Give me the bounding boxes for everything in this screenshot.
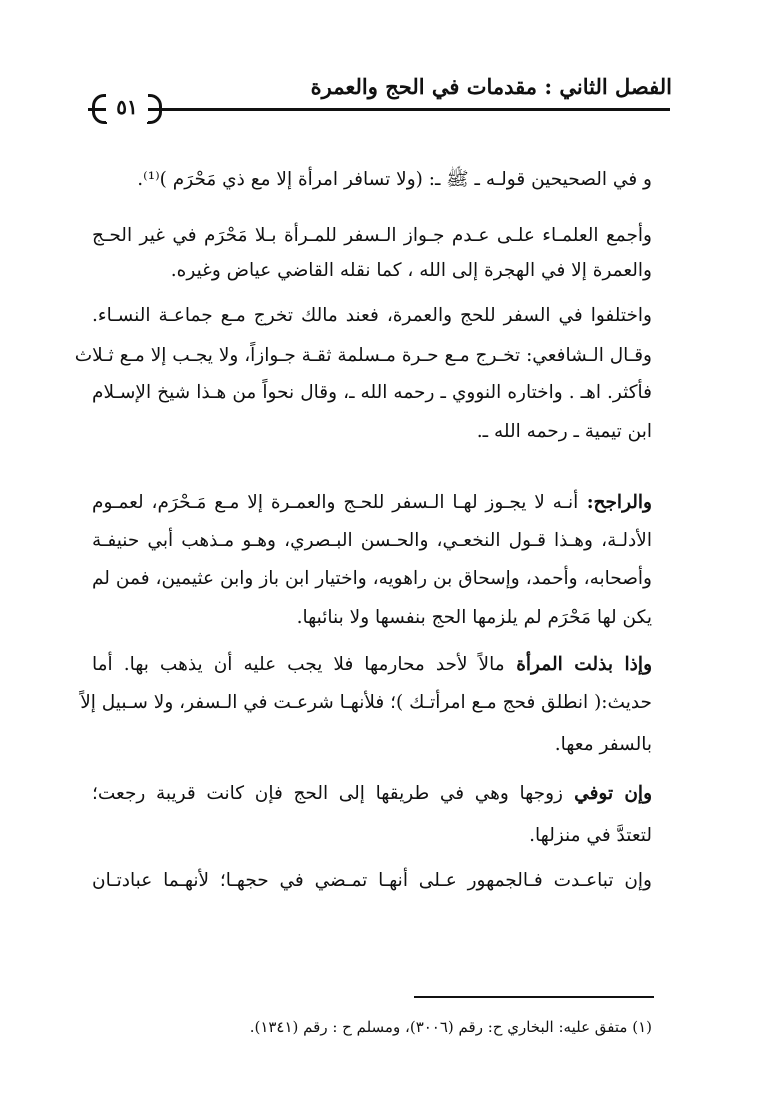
- body-line-15: [92, 780, 652, 808]
- body-line-11: يكن لها مَحْرَم لم يلزمها الحج بنفسها ولا بنائبها.: [296, 607, 652, 628]
- body-line-2: وأجمع العلمـاء علـى عـدم جـواز الـسفر للمـرأة بـلا مَحْرَم في غير الحـج: [92, 225, 652, 246]
- header-rule: [88, 108, 670, 111]
- body-line-17: وإن تباعـدت فـالجمهور عـلى أنهـا تمـضي في حجهـا؛ لأنهـما عبادتـان: [92, 870, 652, 891]
- body-line-12: [92, 651, 652, 679]
- footnote: (١) متفق عليه: البخاري ح: رقم (٣٠٠٦)، ومسلم ح : رقم (١٣٤١).: [249, 1018, 652, 1036]
- body-line-12-text: مالاً لأحد محارمها فلا يجب عليه أن يذهب بها. أما: [92, 654, 505, 675]
- page-number-badge: [88, 92, 166, 124]
- body-line-10: وأصحابه، وأحمد، وإسحاق بن راهويه، واختيار ابن باز وابن عثيمين، فمن لم: [92, 568, 652, 589]
- body-line-13: حديث:( انطلق فحج مـع امرأتـك )؛ فلأنهـا شرعـت في الـسفر، ولا سـبيل إلاً: [80, 692, 652, 713]
- body-line-3: والعمرة إلا في الهجرة إلى الله ، كما نقله القاضي عياض وغيره.: [170, 260, 652, 281]
- body-line-7: ابن تيمية ـ رحمه الله ـ.: [476, 421, 652, 442]
- left-bracket-icon: [92, 94, 107, 124]
- body-line-14: بالسفر معها.: [554, 734, 652, 755]
- body-line-15-text: زوجها وهي في طريقها إلى الحج فإن كانت قريبة رجعت؛: [92, 783, 563, 804]
- body-line-8: [92, 489, 652, 517]
- body-line-4: واختلفوا في السفر للحج والعمرة، فعند مالك تخرج مـع جماعـة النسـاء.: [92, 305, 652, 326]
- body-line-6: فأكثر. اهـ . واختاره النووي ـ رحمه الله ـ، وقال نحواً من هـذا شيخ الإسـلام: [92, 382, 652, 403]
- footnote-rule: [414, 996, 654, 998]
- body-line-1: و في الصحيحين قولـه ـ ﷺ ـ: (ولا تسافر امرأة إلا مع ذي مَحْرَم )⁽¹⁾.: [137, 169, 652, 190]
- bold-lead-badhalat: وإذا بذلت المرأة: [504, 654, 652, 675]
- page-number: ٥١: [106, 92, 148, 122]
- body-line-9: الأدلـة، وهـذا قـول النخعـي، والحـسن البـصري، وهـو مـذهب أبي حنيفـة: [92, 530, 652, 551]
- running-title: الفصل الثاني : مقدمات في الحج والعمرة: [310, 74, 672, 99]
- body-line-16: لتعتدَّ في منزلها.: [529, 825, 652, 846]
- bold-lead-rajih: والراجح:: [578, 492, 652, 513]
- body-line-8-text: أنـه لا يجـوز لهـا الـسفر للحـج والعمـرة إلا مـع مَـحْرَم، لعمـوم: [92, 492, 579, 513]
- bold-lead-tuwuffiya: وإن توفي: [562, 783, 653, 804]
- right-bracket-icon: [147, 94, 162, 124]
- body-line-5: وقـال الـشافعي: تخـرج مـع حـرة مـسلمة ثقـة جـوازاً، ولا يجـب إلا مـع ثـلاث: [74, 345, 652, 366]
